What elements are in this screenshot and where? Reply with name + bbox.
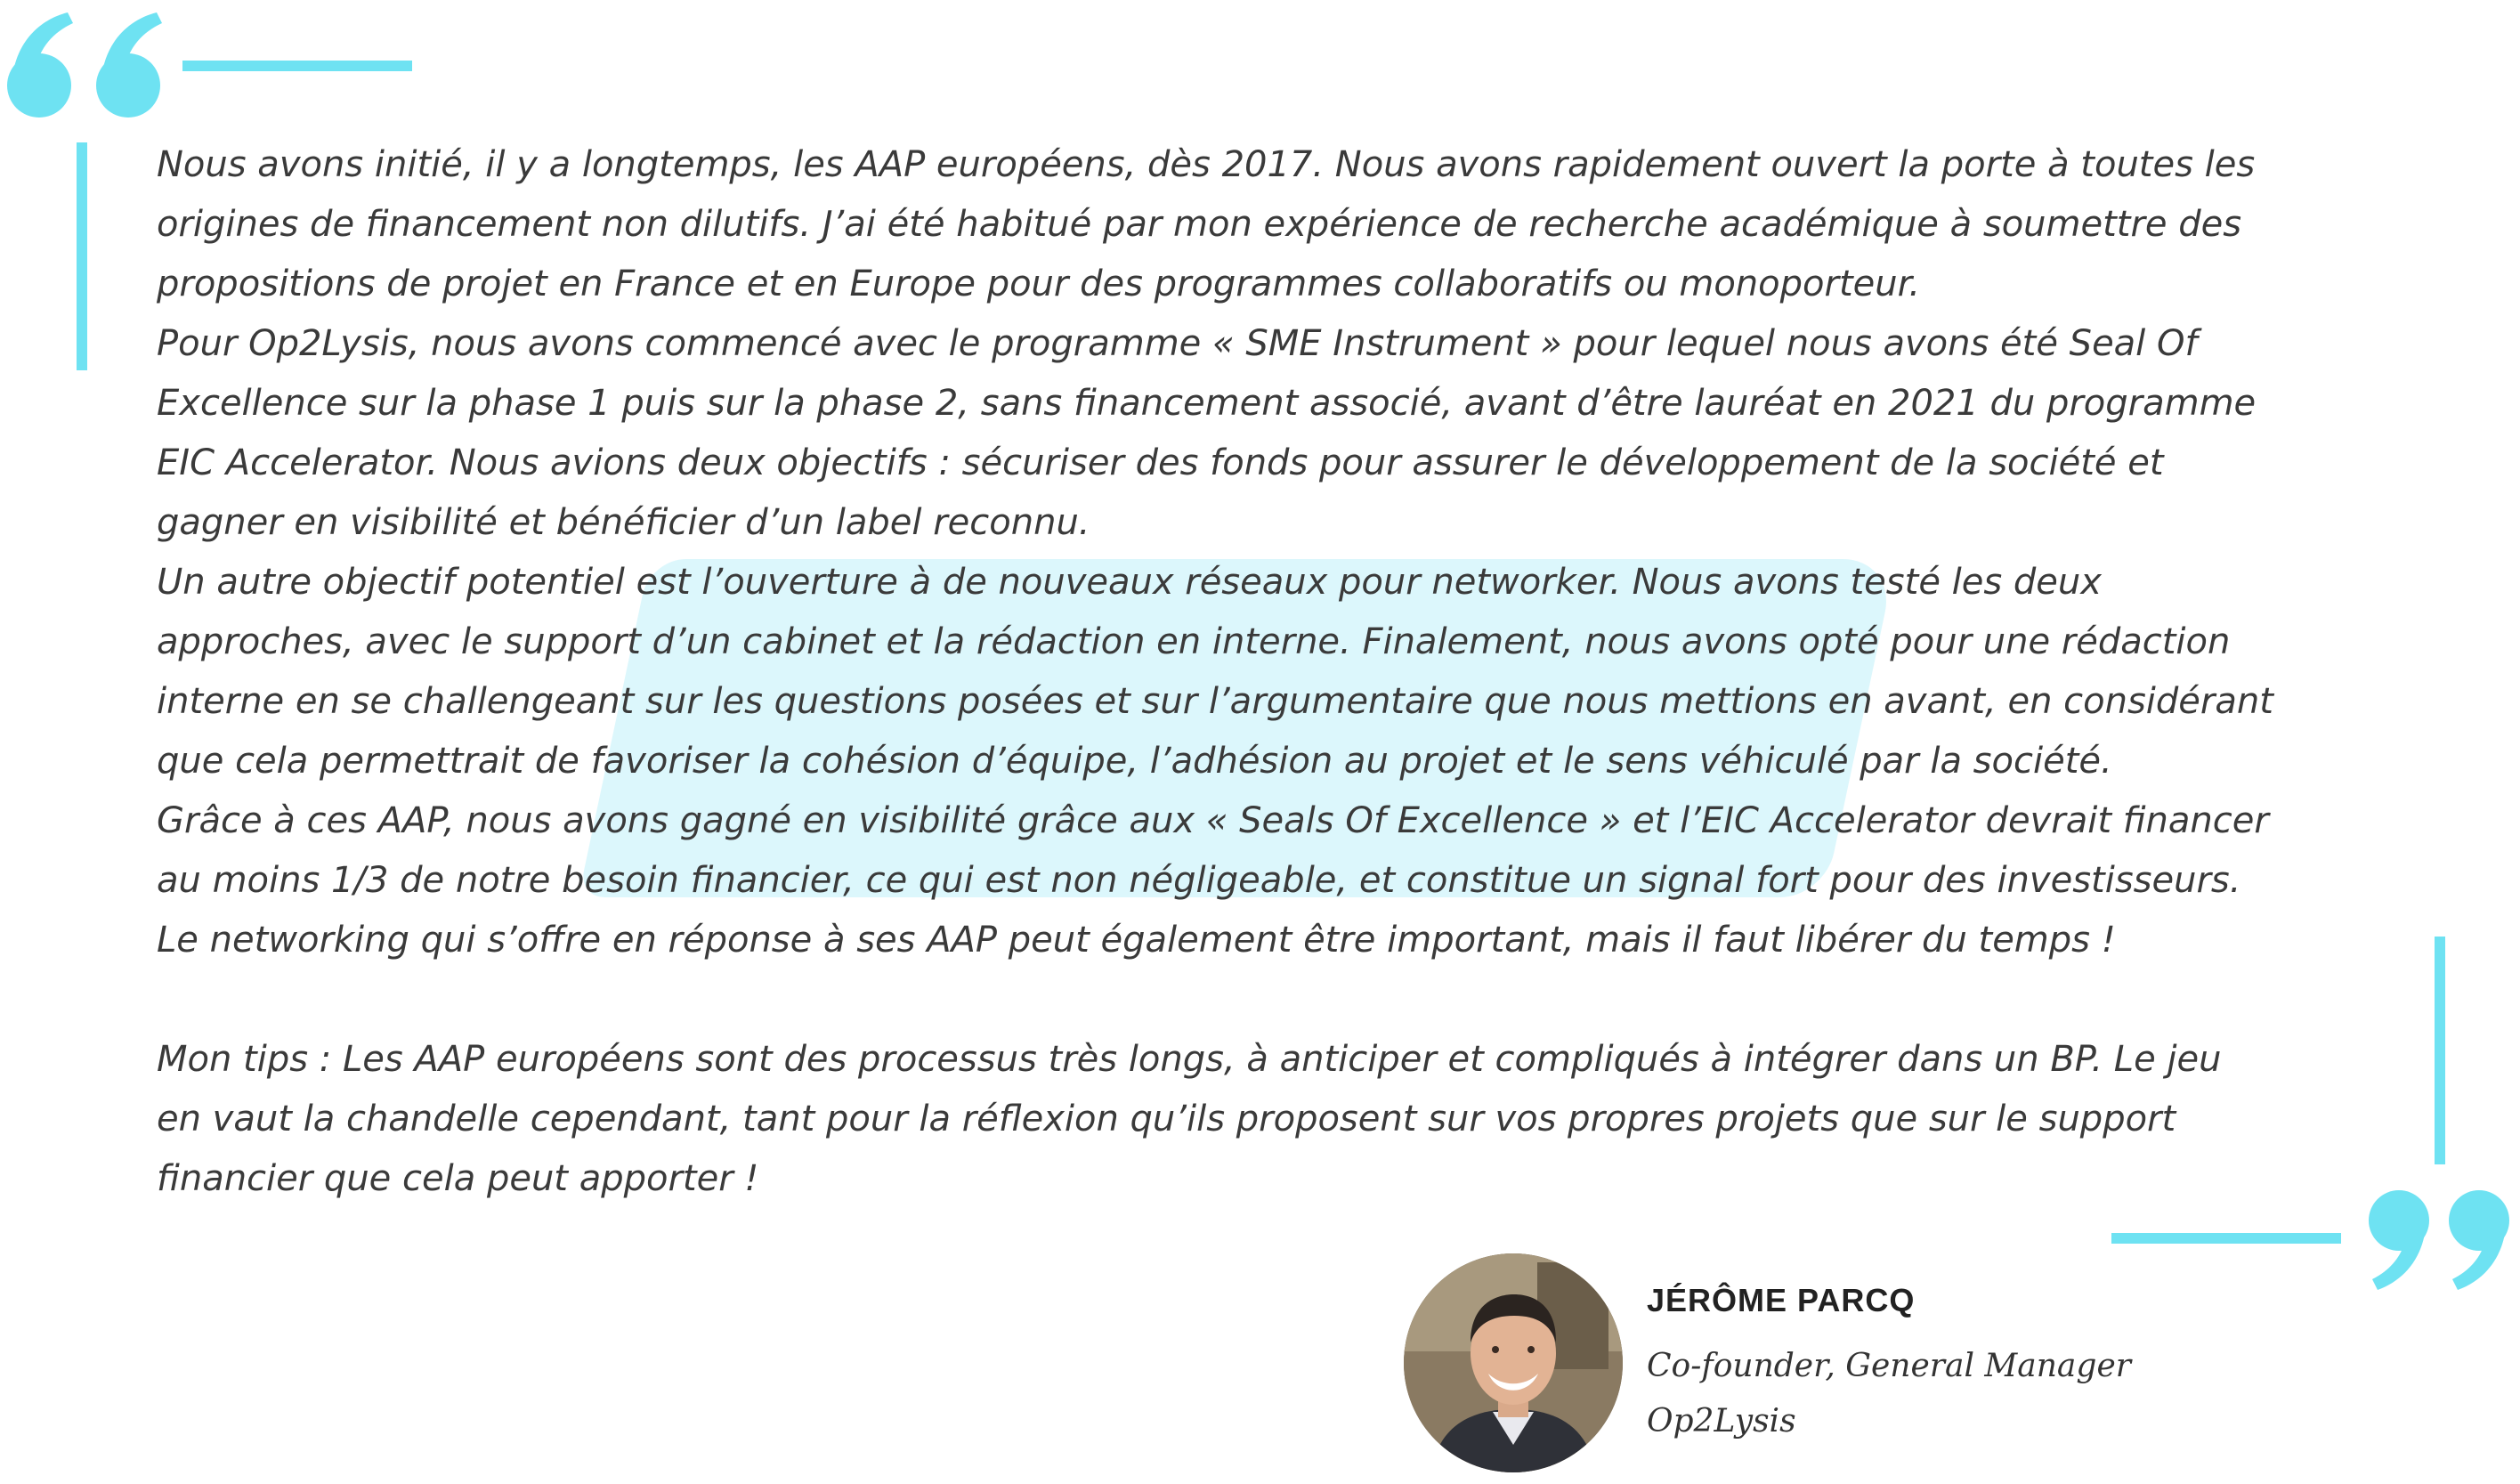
tips-line: financier que cela peut apporter !	[157, 1158, 759, 1199]
quote-line: interne en se challengeant sur les questions posées et sur l’argumentaire que nous mettions en avant, en considérant	[157, 681, 2273, 722]
quote-line: gagner en visibilité et bénéficier d’un label reconnu.	[157, 502, 1090, 543]
decorative-bar-left	[77, 142, 87, 370]
quote-line: Le networking qui s’offre en réponse à ses AAP peut également être important, mais il faut libérer du temps !	[157, 920, 2116, 961]
quote-line: Excellence sur la phase 1 puis sur la phase 2, sans financement associé, avant d’être lauréat en 2021 du programme	[157, 383, 2257, 424]
quote-line: Pour Op2Lysis, nous avons commencé avec le programme « SME Instrument » pour lequel nous avons été Seal Of	[157, 323, 2198, 364]
quote-line: EIC Accelerator. Nous avions deux objectifs : sécuriser des fonds pour assurer le développement de la société et	[157, 442, 2164, 483]
quote-open-icon	[4, 7, 173, 123]
quote-line: origines de financement non dilutifs. J’ai été habitué par mon expérience de recherche académique à soumettre des	[157, 204, 2242, 245]
tips-line: Mon tips : Les AAP européens sont des processus très longs, à anticiper et compliqués à intégrer dans un BP. Le jeu	[157, 1039, 2222, 1080]
paragraph-spacer	[157, 970, 2435, 1030]
author-name: JÉRÔME PARCQ	[1647, 1282, 1916, 1318]
tips-line: en vaut la chandelle cependant, tant pour la réflexion qu’ils proposent sur vos propres projets que sur le support	[157, 1099, 2176, 1139]
quote-line: propositions de projet en France et en Europe pour des programmes collaboratifs ou monoporteur.	[157, 264, 1921, 304]
quote-line: au moins 1/3 de notre besoin financier, ce qui est non négligeable, et constitue un signal fort pour des investisseurs.	[157, 860, 2241, 901]
quote-line: Nous avons initié, il y a longtemps, les AAP européens, dès 2017. Nous avons rapidement ouvert la porte à toutes les	[157, 144, 2256, 185]
author-avatar	[1404, 1253, 1623, 1472]
author-company: Op2Lysis	[1647, 1403, 1796, 1439]
author-role: Co-founder, General Manager	[1647, 1348, 2131, 1384]
decorative-line-top	[182, 61, 412, 71]
author-signature	[1647, 1282, 2131, 1449]
testimonial-quote	[157, 135, 2435, 1209]
quote-line: que cela permettrait de favoriser la cohésion d’équipe, l’adhésion au projet et le sens véhiculé par la société.	[157, 741, 2112, 782]
quote-line: Grâce à ces AAP, nous avons gagné en visibilité grâce aux « Seals Of Excellence » et l’EIC Accelerator devrait financer	[157, 800, 2269, 841]
decorative-bar-right	[2435, 937, 2445, 1164]
avatar-portrait-icon	[1404, 1253, 1623, 1472]
quote-line: approches, avec le support d’un cabinet et la rédaction en interne. Finalement, nous avons opté pour une rédaction	[157, 621, 2231, 662]
decorative-line-bottom	[2111, 1233, 2341, 1244]
quote-line: Un autre objectif potentiel est l’ouverture à de nouveaux réseaux pour networker. Nous avons testé les deux	[157, 562, 2102, 603]
